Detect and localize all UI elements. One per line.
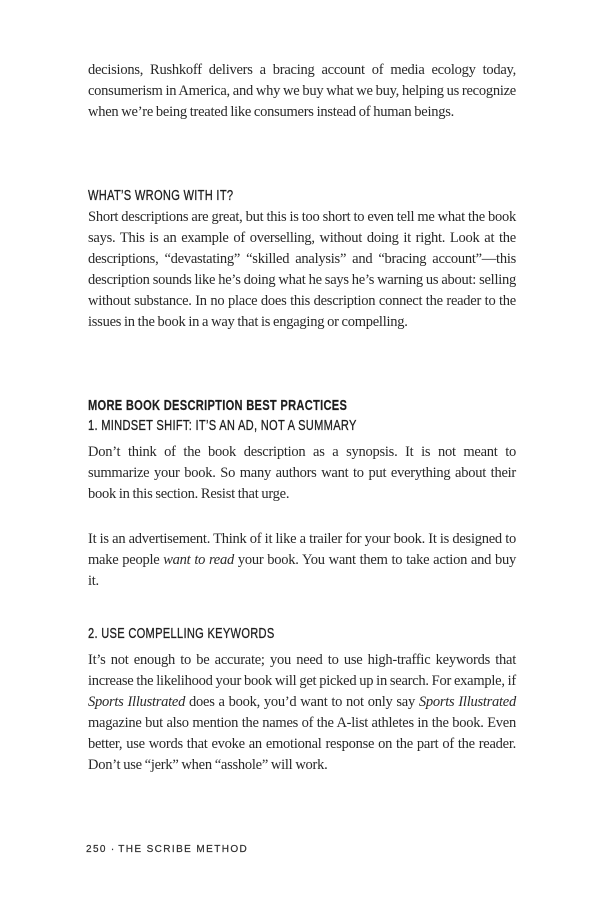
mindset-paragraph-2 xyxy=(88,529,516,592)
footer-book-title: THE SCRIBE METHOD xyxy=(118,844,249,855)
section-heading-best-practices: MORE BOOK DESCRIPTION BEST PRACTICES xyxy=(88,397,348,414)
intro-paragraph: decisions, Rushkoff delivers a bracing account of media ecology today, consumerism in America, and why we buy what we buy, helping us recognize when we’re being treated like consumers instead of human beings. xyxy=(88,62,516,120)
subheading-mindset-shift: 1. MINDSET SHIFT: IT’S AN AD, NOT A SUMMARY xyxy=(88,417,357,434)
text-segment: your book. You want them to take action and buy it. xyxy=(88,552,516,589)
text-segment: It’s not enough to be accurate; you need to use high-traffic keywords that increase the likelihood your book will get picked up in search. For example, if xyxy=(88,652,516,689)
italic-text-segment: Sports Illustrated xyxy=(88,694,186,710)
text-segment: It is an advertisement. Think of it like a trailer for your book. It is designed to make people xyxy=(88,531,516,568)
italic-text-segment: want to read xyxy=(163,552,234,568)
footer-separator-dot: · xyxy=(110,844,115,855)
italic-text-segment: Sports Illustrated xyxy=(418,694,516,710)
page-number: 250 xyxy=(86,844,107,855)
mindset-paragraph-1: Don’t think of the book description as a synopsis. It is not meant to summarize your book. So many authors want to put everything about their book in this section. Resist that urge. xyxy=(88,444,516,502)
text-segment: magazine but also mention the names of the A-list athletes in the book. Even better, use words that evoke an emotional response on the part of the reader. Don’t use “jerk” when “asshole” will work. xyxy=(88,715,516,773)
section-heading-whats-wrong: WHAT’S WRONG WITH IT? xyxy=(88,187,234,204)
whats-wrong-paragraph: Short descriptions are great, but this is too short to even tell me what the book says. This is an example of overselling, without doing it right. Look at the descriptions, “devastating” “skilled analysis” and “bracing account”—this description sounds like he’s doing what he says he’s warning us about: selling without substance. In no place does this description connect the reader to the issues in the book in a way that is engaging or compelling. xyxy=(88,209,516,330)
page-footer xyxy=(86,844,248,855)
subheading-compelling-keywords: 2. USE COMPELLING KEYWORDS xyxy=(88,625,275,642)
text-segment: does a book, you’d want to not only say xyxy=(185,694,419,710)
keywords-paragraph xyxy=(88,650,516,776)
